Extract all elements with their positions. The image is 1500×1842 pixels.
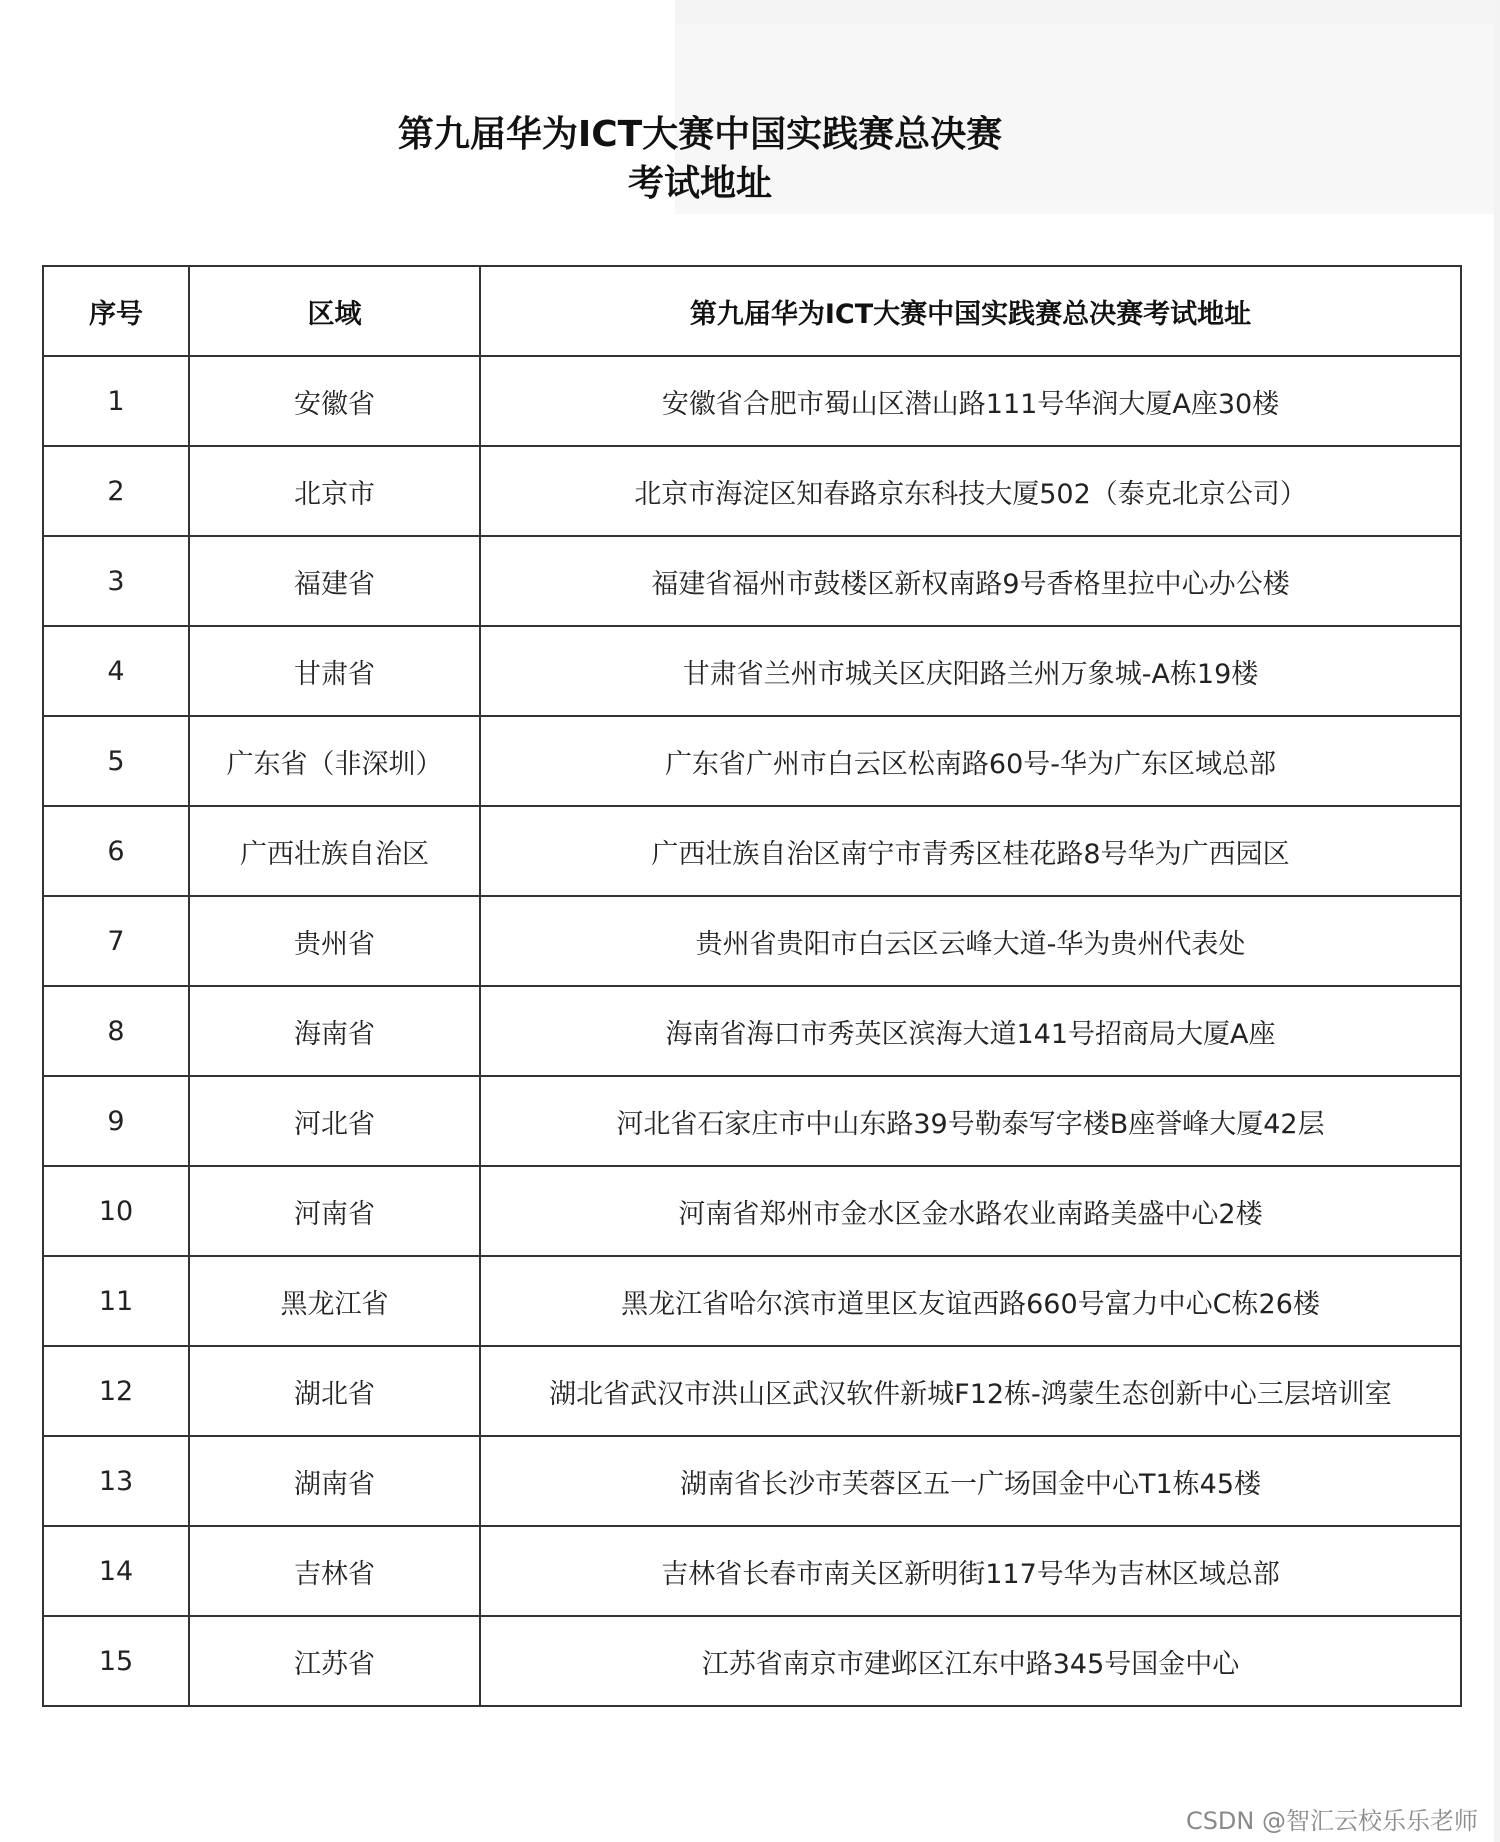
table-row bbox=[43, 1436, 1461, 1526]
table-row bbox=[43, 356, 1461, 446]
cell-region: 海南省 bbox=[189, 986, 480, 1076]
cell-address: 福建省福州市鼓楼区新权南路9号香格里拉中心办公楼 bbox=[480, 536, 1461, 626]
cell-index: 7 bbox=[43, 896, 189, 986]
cell-region: 甘肃省 bbox=[189, 626, 480, 716]
table-row bbox=[43, 896, 1461, 986]
table-row bbox=[43, 806, 1461, 896]
cell-address: 湖北省武汉市洪山区武汉软件新城F12栋-鸿蒙生态创新中心三层培训室 bbox=[480, 1346, 1461, 1436]
cell-address: 河南省郑州市金水区金水路农业南路美盛中心2楼 bbox=[480, 1166, 1461, 1256]
page-subtitle: 考试地址 bbox=[627, 163, 772, 204]
cell-address: 河北省石家庄市中山东路39号勒泰写字楼B座誉峰大厦42层 bbox=[480, 1076, 1461, 1166]
table-row bbox=[43, 1346, 1461, 1436]
cell-index: 5 bbox=[43, 716, 189, 806]
cell-region: 湖北省 bbox=[189, 1346, 480, 1436]
cell-address: 黑龙江省哈尔滨市道里区友谊西路660号富力中心C栋26楼 bbox=[480, 1256, 1461, 1346]
background-shade-top bbox=[675, 0, 1500, 24]
cell-region: 贵州省 bbox=[189, 896, 480, 986]
cell-region: 广东省（非深圳） bbox=[189, 716, 480, 806]
csdn-watermark: CSDN @智汇云校乐乐老师 bbox=[1185, 1807, 1478, 1835]
cell-region: 吉林省 bbox=[189, 1526, 480, 1616]
table-row bbox=[43, 1166, 1461, 1256]
header-index: 序号 bbox=[43, 266, 189, 356]
table-row bbox=[43, 1076, 1461, 1166]
cell-index: 12 bbox=[43, 1346, 189, 1436]
cell-index: 3 bbox=[43, 536, 189, 626]
cell-address: 海南省海口市秀英区滨海大道141号招商局大厦A座 bbox=[480, 986, 1461, 1076]
cell-index: 14 bbox=[43, 1526, 189, 1616]
page-title: 第九届华为ICT大赛中国实践赛总决赛 bbox=[397, 114, 1003, 155]
table-row bbox=[43, 1616, 1461, 1706]
cell-region: 河南省 bbox=[189, 1166, 480, 1256]
cell-index: 6 bbox=[43, 806, 189, 896]
table-header-row bbox=[43, 266, 1461, 356]
cell-address: 甘肃省兰州市城关区庆阳路兰州万象城-A栋19楼 bbox=[480, 626, 1461, 716]
table-row bbox=[43, 446, 1461, 536]
cell-address: 吉林省长春市南关区新明街117号华为吉林区域总部 bbox=[480, 1526, 1461, 1616]
table-row bbox=[43, 716, 1461, 806]
cell-address: 安徽省合肥市蜀山区潜山路111号华润大厦A座30楼 bbox=[480, 356, 1461, 446]
header-region: 区域 bbox=[189, 266, 480, 356]
cell-index: 10 bbox=[43, 1166, 189, 1256]
cell-index: 13 bbox=[43, 1436, 189, 1526]
header-address: 第九届华为ICT大赛中国实践赛总决赛考试地址 bbox=[480, 266, 1461, 356]
cell-index: 15 bbox=[43, 1616, 189, 1706]
cell-index: 2 bbox=[43, 446, 189, 536]
cell-index: 9 bbox=[43, 1076, 189, 1166]
cell-region: 江苏省 bbox=[189, 1616, 480, 1706]
cell-address: 广西壮族自治区南宁市青秀区桂花路8号华为广西园区 bbox=[480, 806, 1461, 896]
cell-address: 贵州省贵阳市白云区云峰大道-华为贵州代表处 bbox=[480, 896, 1461, 986]
table-row bbox=[43, 986, 1461, 1076]
cell-region: 广西壮族自治区 bbox=[189, 806, 480, 896]
cell-index: 4 bbox=[43, 626, 189, 716]
cell-region: 安徽省 bbox=[189, 356, 480, 446]
cell-address: 北京市海淀区知春路京东科技大厦502（泰克北京公司） bbox=[480, 446, 1461, 536]
cell-address: 江苏省南京市建邺区江东中路345号国金中心 bbox=[480, 1616, 1461, 1706]
cell-region: 福建省 bbox=[189, 536, 480, 626]
cell-index: 1 bbox=[43, 356, 189, 446]
cell-region: 黑龙江省 bbox=[189, 1256, 480, 1346]
cell-region: 北京市 bbox=[189, 446, 480, 536]
table-row bbox=[43, 1526, 1461, 1616]
cell-address: 广东省广州市白云区松南路60号-华为广东区域总部 bbox=[480, 716, 1461, 806]
table-row bbox=[43, 626, 1461, 716]
cell-region: 河北省 bbox=[189, 1076, 480, 1166]
cell-address: 湖南省长沙市芙蓉区五一广场国金中心T1栋45楼 bbox=[480, 1436, 1461, 1526]
cell-region: 湖南省 bbox=[189, 1436, 480, 1526]
address-table bbox=[42, 265, 1462, 1707]
table-row bbox=[43, 1256, 1461, 1346]
table-row bbox=[43, 536, 1461, 626]
cell-index: 11 bbox=[43, 1256, 189, 1346]
background-shade-edge bbox=[1494, 0, 1500, 1842]
cell-index: 8 bbox=[43, 986, 189, 1076]
